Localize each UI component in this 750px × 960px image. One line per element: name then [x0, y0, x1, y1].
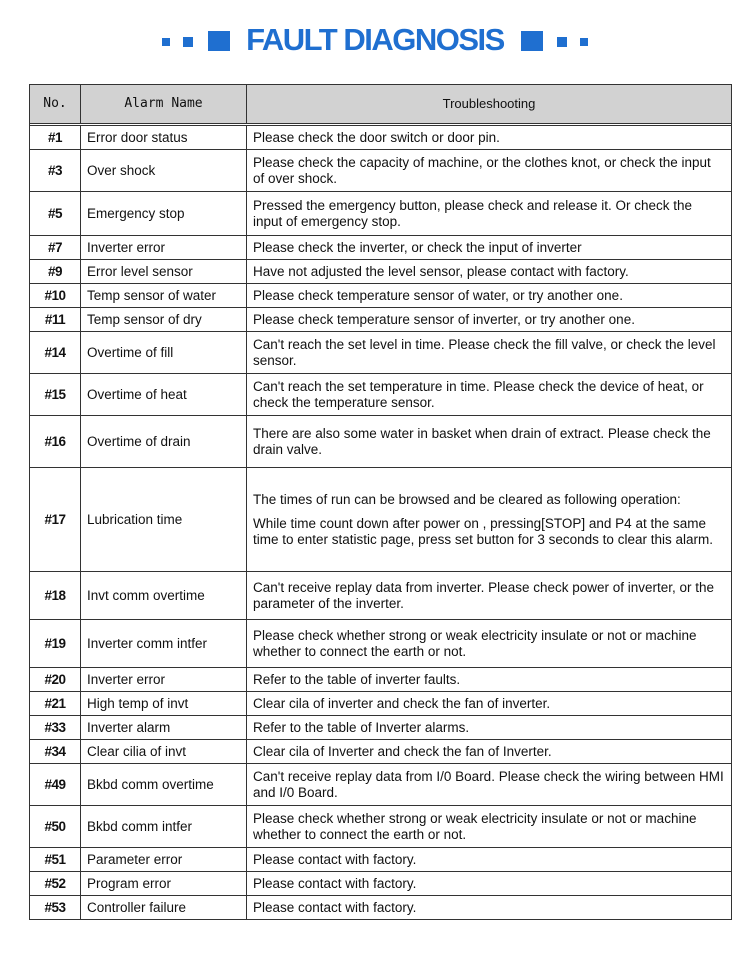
troubleshooting	[247, 468, 732, 572]
table-row	[30, 668, 732, 692]
troubleshooting	[247, 896, 732, 920]
alarm-number: #20	[30, 668, 81, 692]
alarm-name: Overtime of drain	[81, 416, 247, 468]
table-row	[30, 192, 732, 236]
troubleshooting-text: Please contact with factory.	[253, 899, 417, 915]
table-row	[30, 236, 732, 260]
troubleshooting	[247, 740, 732, 764]
alarm-name: Temp sensor of dry	[81, 308, 247, 332]
troubleshooting	[247, 848, 732, 872]
troubleshooting	[247, 572, 732, 620]
alarm-name: Error door status	[81, 126, 247, 150]
alarm-name: Bkbd comm overtime	[81, 764, 247, 806]
alarm-name: Inverter alarm	[81, 716, 247, 740]
table-row	[30, 416, 732, 468]
alarm-name: High temp of invt	[81, 692, 247, 716]
page-title: FAULT DIAGNOSIS	[246, 22, 504, 57]
troubleshooting-text: Have not adjusted the level sensor, please contact with factory.	[253, 263, 629, 279]
troubleshooting	[247, 260, 732, 284]
table-row	[30, 374, 732, 416]
troubleshooting	[247, 692, 732, 716]
decor-square-right-large	[521, 31, 543, 51]
alarm-number: #17	[30, 468, 81, 572]
table-row	[30, 284, 732, 308]
alarm-name: Clear cilia of invt	[81, 740, 247, 764]
alarm-name: Overtime of heat	[81, 374, 247, 416]
alarm-number: #16	[30, 416, 81, 468]
troubleshooting-text: Please check whether strong or weak electricity insulate or not or machine whether to connect the earth or not.	[253, 810, 697, 842]
troubleshooting	[247, 236, 732, 260]
troubleshooting-text: Please contact with factory.	[253, 875, 417, 891]
troubleshooting-text: Please contact with factory.	[253, 851, 417, 867]
table-row	[30, 126, 732, 150]
alarm-number: #15	[30, 374, 81, 416]
alarm-name: Invt comm overtime	[81, 572, 247, 620]
troubleshooting	[247, 764, 732, 806]
table-header-row	[30, 85, 732, 124]
troubleshooting-text: Clear cila of inverter and check the fan of inverter.	[253, 695, 551, 711]
troubleshooting	[247, 668, 732, 692]
troubleshooting-text: Can't receive replay data from I/0 Board. Please check the wiring between HMI and I/0 Board.	[253, 768, 724, 800]
troubleshooting-text: While time count down after power on , pressing[STOP] and P4 at the same time to enter statistic page, press set button for 3 seconds to clear this alarm.	[253, 515, 713, 547]
column-header-alarm-name: Alarm Name	[81, 85, 247, 124]
decor-square-right-small-1	[557, 37, 567, 47]
table-row	[30, 716, 732, 740]
troubleshooting-text: Can't reach the set temperature in time. Please check the device of heat, or check the temperature sensor.	[253, 378, 704, 410]
alarm-name: Inverter comm intfer	[81, 620, 247, 668]
alarm-name: Inverter error	[81, 668, 247, 692]
troubleshooting-text: Please check the inverter, or check the input of inverter	[253, 239, 582, 255]
table-row	[30, 872, 732, 896]
alarm-number: #49	[30, 764, 81, 806]
alarm-number: #51	[30, 848, 81, 872]
troubleshooting-text: There are also some water in basket when drain of extract. Please check the drain valve.	[253, 425, 711, 457]
alarm-number: #52	[30, 872, 81, 896]
troubleshooting-text: Clear cila of Inverter and check the fan of Inverter.	[253, 743, 552, 759]
fault-table-body	[30, 124, 732, 920]
alarm-number: #9	[30, 260, 81, 284]
troubleshooting	[247, 150, 732, 192]
alarm-name: Overtime of fill	[81, 332, 247, 374]
alarm-number: #3	[30, 150, 81, 192]
troubleshooting	[247, 126, 732, 150]
table-row	[30, 806, 732, 848]
alarm-name: Emergency stop	[81, 192, 247, 236]
alarm-name: Controller failure	[81, 896, 247, 920]
troubleshooting-text: Pressed the emergency button, please check and release it. Or check the input of emergency stop.	[253, 197, 692, 229]
alarm-number: #11	[30, 308, 81, 332]
troubleshooting	[247, 620, 732, 668]
alarm-number: #19	[30, 620, 81, 668]
title-bar	[0, 0, 750, 84]
alarm-number: #53	[30, 896, 81, 920]
troubleshooting	[247, 192, 732, 236]
alarm-name: Parameter error	[81, 848, 247, 872]
table-row	[30, 332, 732, 374]
troubleshooting-text: Please check the capacity of machine, or the clothes knot, or check the input of over shock.	[253, 154, 711, 186]
troubleshooting	[247, 806, 732, 848]
troubleshooting	[247, 308, 732, 332]
troubleshooting-text: Refer to the table of inverter faults.	[253, 671, 461, 687]
table-row	[30, 692, 732, 716]
troubleshooting	[247, 374, 732, 416]
alarm-name: Inverter error	[81, 236, 247, 260]
troubleshooting-text: Can't receive replay data from inverter. Please check power of inverter, or the parameter of the inverter.	[253, 579, 715, 611]
column-header-troubleshooting: Troubleshooting	[247, 85, 732, 124]
alarm-number: #33	[30, 716, 81, 740]
alarm-name: Error level sensor	[81, 260, 247, 284]
alarm-name: Lubrication time	[81, 468, 247, 572]
alarm-number: #10	[30, 284, 81, 308]
alarm-number: #18	[30, 572, 81, 620]
troubleshooting-text: Please check whether strong or weak electricity insulate or not or machine whether to connect the earth or not.	[253, 627, 697, 659]
troubleshooting	[247, 872, 732, 896]
table-row	[30, 740, 732, 764]
alarm-number: #5	[30, 192, 81, 236]
alarm-number: #1	[30, 126, 81, 150]
alarm-number: #50	[30, 806, 81, 848]
alarm-name: Over shock	[81, 150, 247, 192]
fault-table	[29, 84, 732, 920]
troubleshooting-text: Please check the door switch or door pin.	[253, 129, 500, 145]
alarm-number: #7	[30, 236, 81, 260]
alarm-name: Program error	[81, 872, 247, 896]
table-row	[30, 572, 732, 620]
troubleshooting	[247, 284, 732, 308]
table-row	[30, 150, 732, 192]
alarm-name: Temp sensor of water	[81, 284, 247, 308]
table-row	[30, 620, 732, 668]
table-row	[30, 896, 732, 920]
troubleshooting	[247, 716, 732, 740]
table-row	[30, 260, 732, 284]
table-row	[30, 468, 732, 572]
troubleshooting	[247, 416, 732, 468]
alarm-name: Bkbd comm intfer	[81, 806, 247, 848]
troubleshooting-text: Refer to the table of Inverter alarms.	[253, 719, 470, 735]
table-row	[30, 848, 732, 872]
troubleshooting-text: Can't reach the set level in time. Please check the fill valve, or check the level sensor.	[253, 336, 716, 368]
alarm-number: #14	[30, 332, 81, 374]
column-header-no: No.	[30, 85, 81, 124]
alarm-number: #34	[30, 740, 81, 764]
troubleshooting-text: Please check temperature sensor of inverter, or try another one.	[253, 311, 635, 327]
troubleshooting-text: Please check temperature sensor of water, or try another one.	[253, 287, 623, 303]
decor-square-right-small-2	[580, 38, 588, 46]
troubleshooting	[247, 332, 732, 374]
table-row	[30, 764, 732, 806]
alarm-number: #21	[30, 692, 81, 716]
troubleshooting-text: The times of run can be browsed and be cleared as following operation:	[253, 491, 681, 507]
table-row	[30, 308, 732, 332]
